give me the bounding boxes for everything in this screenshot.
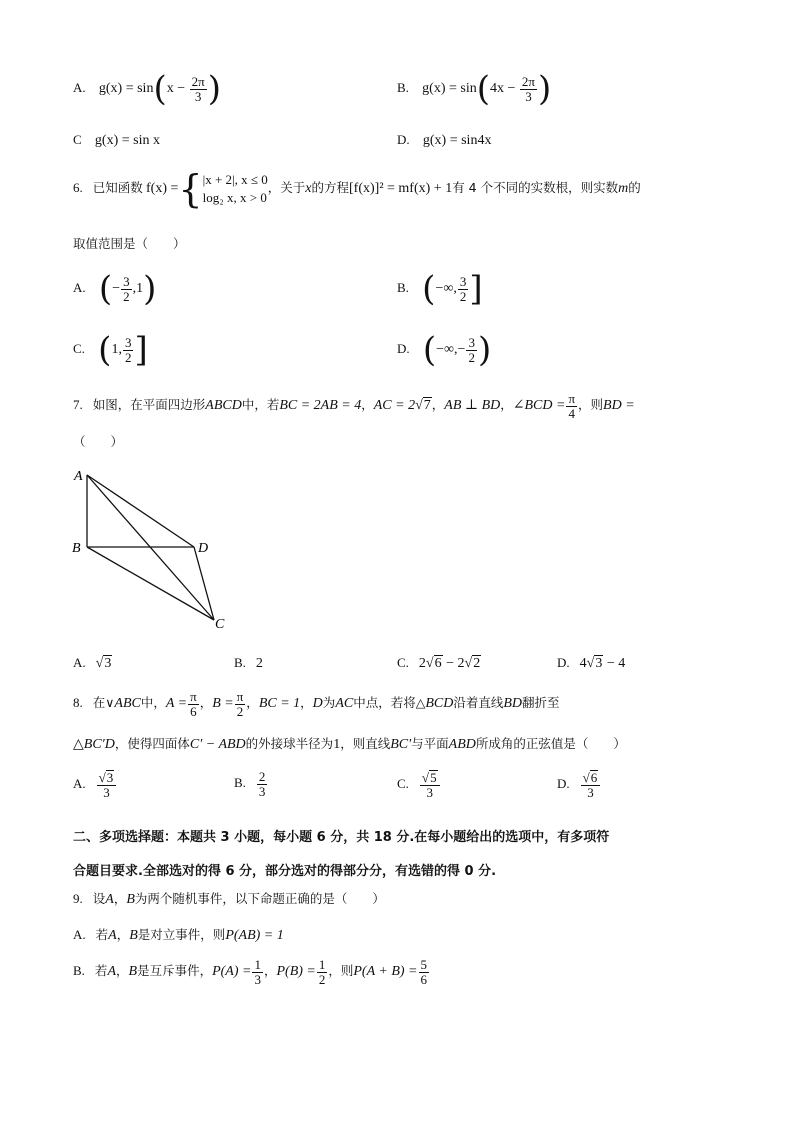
q6-option-c: C. (1, $\frac{3}{2}$ ] — [73, 330, 148, 370]
q7-stem: 7. 如图，在平面四边形ABCD中，若BC = 2AB = 4，AC = 2√7，AB ⊥ BD，∠BCD = $\frac{\pi}{4}$ ，则BD = — [73, 391, 635, 421]
q8-stem-line2: △BC′D，使得四面体C′ − ABD的外接球半径为1，则直线BC′与平面ABD所成角的正弦值是（ ） — [73, 736, 626, 752]
q5-b-frac: $\frac{2\pi}{3}$ — [521, 73, 535, 104]
q8-option-a: A. $\frac{√3}{3}$ — [73, 770, 117, 800]
figure-label-b: B — [72, 541, 81, 556]
q6-option-a: A. (− $\frac{3}{2}$ ,1) — [73, 269, 157, 309]
q6-option-d: D. (−∞,− $\frac{3}{2}$ ) — [397, 330, 492, 370]
q8-option-d: D. $\frac{√6}{3}$ — [557, 770, 601, 800]
q6-stem: 6. 已知函数 f(x) ={ |x + 2|, x ≤ 0 log₂ x, x > 0 ，关于x的方程[f(x)]² = mf(x) + 1有 4 个不同的实数根，则实数m的 — [73, 167, 641, 211]
figure-label-c: C — [215, 617, 225, 632]
section2-line2: 合题目要求.全部选对的得 6 分，部分选对的得部分分，有选错的得 0 分. — [73, 864, 497, 879]
q9-stem: 9. 设A，B为两个随机事件，以下命题正确的是（ ） — [73, 891, 385, 907]
q7-option-d: D. 4√3 − 4 — [557, 655, 626, 671]
section2-line1: 二、多项选择题：本题共 3 小题，每小题 6 分，共 18 分.在每小题给出的选项中，有多项符 — [73, 830, 610, 845]
q6-piecewise: |x + 2|, x ≤ 0 log₂ x, x > 0 — [202, 171, 268, 205]
q7-paren-line: （ ） — [73, 434, 124, 449]
q5-option-d: D. g(x) = sin4x — [397, 132, 492, 148]
q9-option-a: A. 若A，B是对立事件，则P(AB) = 1 — [73, 927, 284, 943]
q8-stem-line1: 8. 在∨ABC中，A = $\frac{\pi}{6}$ ，B = $\frac{\pi}{2}$ ，BC = 1，D为AC中点，若将△BCD沿着直线BD翻折至 — [73, 689, 560, 719]
edge-bc — [87, 547, 214, 620]
figure-label-d: D — [198, 541, 209, 556]
q6-stem-line2: 取值范围是（ ） — [73, 236, 186, 251]
q5-a-expr: g(x) = sin(x − $\frac{2\pi}{3}$ ) — [98, 69, 221, 109]
q7-figure — [60, 460, 240, 640]
q5-option-b: B. g(x) = sin(4x − $\frac{2\pi}{3}$ ) — [397, 69, 552, 109]
q5-option-c: C g(x) = sin x — [73, 132, 160, 148]
q7-option-a: A. √3 — [73, 655, 112, 671]
figure-label-a: A — [74, 469, 83, 484]
q5-option-a: A. g(x) = sin(x − $\frac{2\pi}{3}$ ) — [73, 69, 221, 109]
q8-option-b: B. $\frac{2}{3}$ — [234, 769, 266, 799]
q9-option-b: B. 若A，B是互斥事件，P(A) = $\frac{1}{3}$ ，P(B) = $\frac{1}{2}$ ，则P(A + B) = $\frac{5}{6}$ — [73, 957, 427, 987]
q6-option-b: B. (−∞, $\frac{3}{2}$ ] — [397, 269, 483, 309]
q7-option-c: C. 2√6 − 2√2 — [397, 655, 481, 671]
q5-a-frac: $\frac{2\pi}{3}$ — [191, 73, 205, 104]
q8-option-c: C. $\frac{√5}{3}$ — [397, 770, 441, 800]
q5-b-expr: g(x) = sin(4x − $\frac{2\pi}{3}$ ) — [422, 69, 552, 109]
q7-option-b: B. 2 — [234, 655, 263, 671]
